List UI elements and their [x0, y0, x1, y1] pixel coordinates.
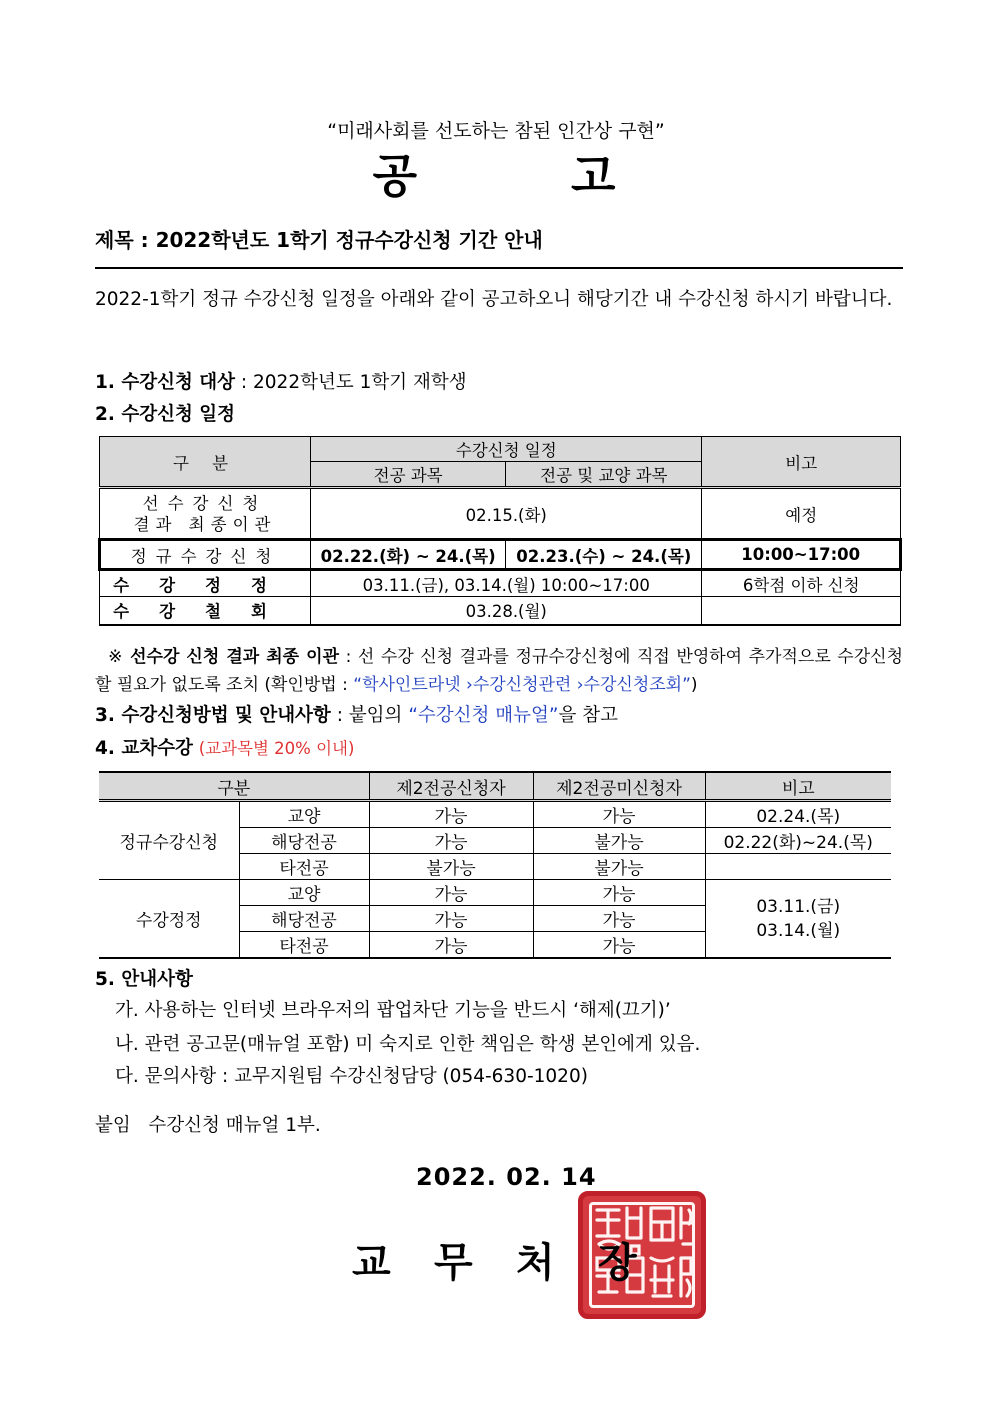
cross-g1-r3-type: 타전공 [239, 854, 369, 880]
cross-g1-r2-b: 불가능 [533, 828, 705, 854]
issue-date: 2022. 02. 14 [416, 1163, 597, 1191]
section-1 [95, 368, 467, 394]
cross-g2-r2-a: 가능 [369, 906, 533, 932]
intro-text: 2022-1학기 정규 수강신청 일정을 아래와 같이 공고하오니 해당기간 내 수강신청 하시기 바랍니다. [95, 289, 893, 310]
notice-title [0, 140, 992, 206]
cross-g1-r1-a: 가능 [369, 801, 533, 828]
section-2-label: 2. 수강신청 일정 [95, 404, 236, 425]
section-1-label: 1. 수강신청 대상 [95, 372, 236, 393]
schedule-header-category: 구 분 [100, 437, 311, 488]
schedule-row-main-general: 02.23.(수) ~ 24.(목) [506, 540, 702, 570]
cross-g2-r2-type: 해당전공 [239, 906, 369, 932]
schedule-row-withdraw-label: 수강철회 [100, 597, 311, 625]
cross-g1-r3-note [705, 854, 891, 880]
cross-header-category: 구분 [99, 772, 369, 801]
issuer-char-4: 장 [598, 1240, 637, 1286]
footnote-bold: 선수강 신청 결과 최종 이관 [130, 647, 340, 667]
cross-group2-note-line2: 03.14.(월) [756, 920, 841, 941]
section-3-label: 3. 수강신청방법 및 안내사항 [95, 705, 331, 726]
schedule-row-pre-date: 02.15.(화) [311, 488, 702, 540]
cross-g2-r3-a: 가능 [369, 932, 533, 959]
cross-g1-r2-note: 02.22(화)~24.(목) [705, 828, 891, 854]
section-3-link: “수강신청 매뉴얼” [408, 705, 559, 726]
section-4 [95, 734, 354, 760]
cross-header-note: 비고 [705, 772, 891, 801]
schedule-row-pre-note: 예정 [702, 488, 901, 540]
section-3-post: 을 참고 [558, 705, 618, 726]
title-char-1: 공 [372, 149, 421, 203]
cross-g2-r3-b: 가능 [533, 932, 705, 959]
schedule-row-adjust-label: 수강정정 [100, 570, 311, 597]
cross-header-no-second-major: 제2전공미신청자 [533, 772, 705, 801]
footnote-link: “학사인트라넷 ›수강신청관련 ›수강신청조회” [353, 675, 691, 695]
cross-g2-r1-b: 가능 [533, 880, 705, 906]
schedule-table [98, 436, 902, 626]
cross-g1-r2-a: 가능 [369, 828, 533, 854]
cross-group2-note [705, 880, 891, 959]
cross-g1-r1-type: 교양 [239, 801, 369, 828]
cross-enrollment-table [99, 771, 891, 959]
schedule-row-main-note: 10:00~17:00 [702, 540, 901, 570]
schedule-row-pre-label: 선수강신청 결과 최종이관 [100, 488, 311, 540]
cross-group2-name: 수강정정 [99, 880, 239, 959]
schedule-row-main-major: 02.22.(화) ~ 24.(목) [311, 540, 506, 570]
cross-g1-r2-type: 해당전공 [239, 828, 369, 854]
slogan: “미래사회를 선도하는 참된 인간상 구현” [327, 120, 665, 142]
subject-line: 제목 : 2022학년도 1학기 정규수강신청 기간 안내 [95, 228, 543, 252]
section-5 [95, 965, 193, 991]
section-5-label: 5. 안내사항 [95, 969, 193, 990]
cross-g2-r3-type: 타전공 [239, 932, 369, 959]
cross-g2-r2-b: 가능 [533, 906, 705, 932]
section-3 [95, 701, 618, 727]
section-4-sub: (교과목별 20% 이내) [198, 739, 355, 758]
footnote-close: ) [690, 675, 698, 695]
section-4-label: 4. 교차수강 [95, 738, 193, 759]
schedule-row-main-label: 정규수강신청 [100, 540, 311, 570]
cross-header-second-major: 제2전공신청자 [369, 772, 533, 801]
attachment-line: 붙임 수강신청 매뉴얼 1부. [95, 1115, 321, 1136]
cross-g1-r3-a: 불가능 [369, 854, 533, 880]
schedule-header-schedule: 수강신청 일정 [311, 437, 702, 462]
cross-g1-r1-b: 가능 [533, 801, 705, 828]
cross-g2-r1-a: 가능 [369, 880, 533, 906]
cross-g2-r1-type: 교양 [239, 880, 369, 906]
section-2 [95, 400, 235, 426]
guide-item-2: 나. 관련 공고문(매뉴얼 포함) 미 숙지로 인한 책임은 학생 본인에게 있음. [115, 1034, 701, 1055]
cross-g1-r3-b: 불가능 [533, 854, 705, 880]
schedule-header-note: 비고 [702, 437, 901, 488]
schedule-row-withdraw-date: 03.28.(월) [311, 597, 702, 625]
schedule-header-major: 전공 과목 [311, 462, 506, 488]
issuer-char-3: 처 [516, 1240, 555, 1286]
schedule-row-withdraw-note [702, 597, 901, 625]
cross-group2-note-line1: 03.11.(금) [756, 896, 841, 917]
section-1-value: : 2022학년도 1학기 재학생 [235, 372, 467, 393]
cross-g1-r1-note: 02.24.(목) [705, 801, 891, 828]
title-char-2: 고 [571, 149, 620, 203]
issuer-char-2: 무 [434, 1240, 473, 1286]
schedule-footnote [95, 643, 903, 699]
footnote-text: : 선 수강 신청 결과를 정규수강신청에 직접 반영하여 추가적으로 수강신청 할 필요가 없도록 조치 (확인방법 : [95, 647, 903, 695]
section-3-pre: : 붙임의 [330, 705, 409, 726]
issuer [352, 1231, 680, 1288]
schedule-row-adjust-date: 03.11.(금), 03.14.(월) 10:00~17:00 [311, 570, 702, 597]
issuer-char-1: 교 [352, 1240, 391, 1286]
cross-group1-name: 정규수강신청 [99, 801, 239, 880]
guide-item-3: 다. 문의사항 : 교무지원팀 수강신청담당 (054-630-1020) [115, 1066, 588, 1087]
guide-item-1: 가. 사용하는 인터넷 브라우저의 팝업차단 기능을 반드시 ‘해제(끄기)’ [115, 1000, 671, 1021]
divider [95, 267, 903, 269]
schedule-row-adjust-note: 6학점 이하 신청 [702, 570, 901, 597]
footnote-mark: ※ [108, 647, 131, 667]
schedule-header-major-general: 전공 및 교양 과목 [506, 462, 702, 488]
